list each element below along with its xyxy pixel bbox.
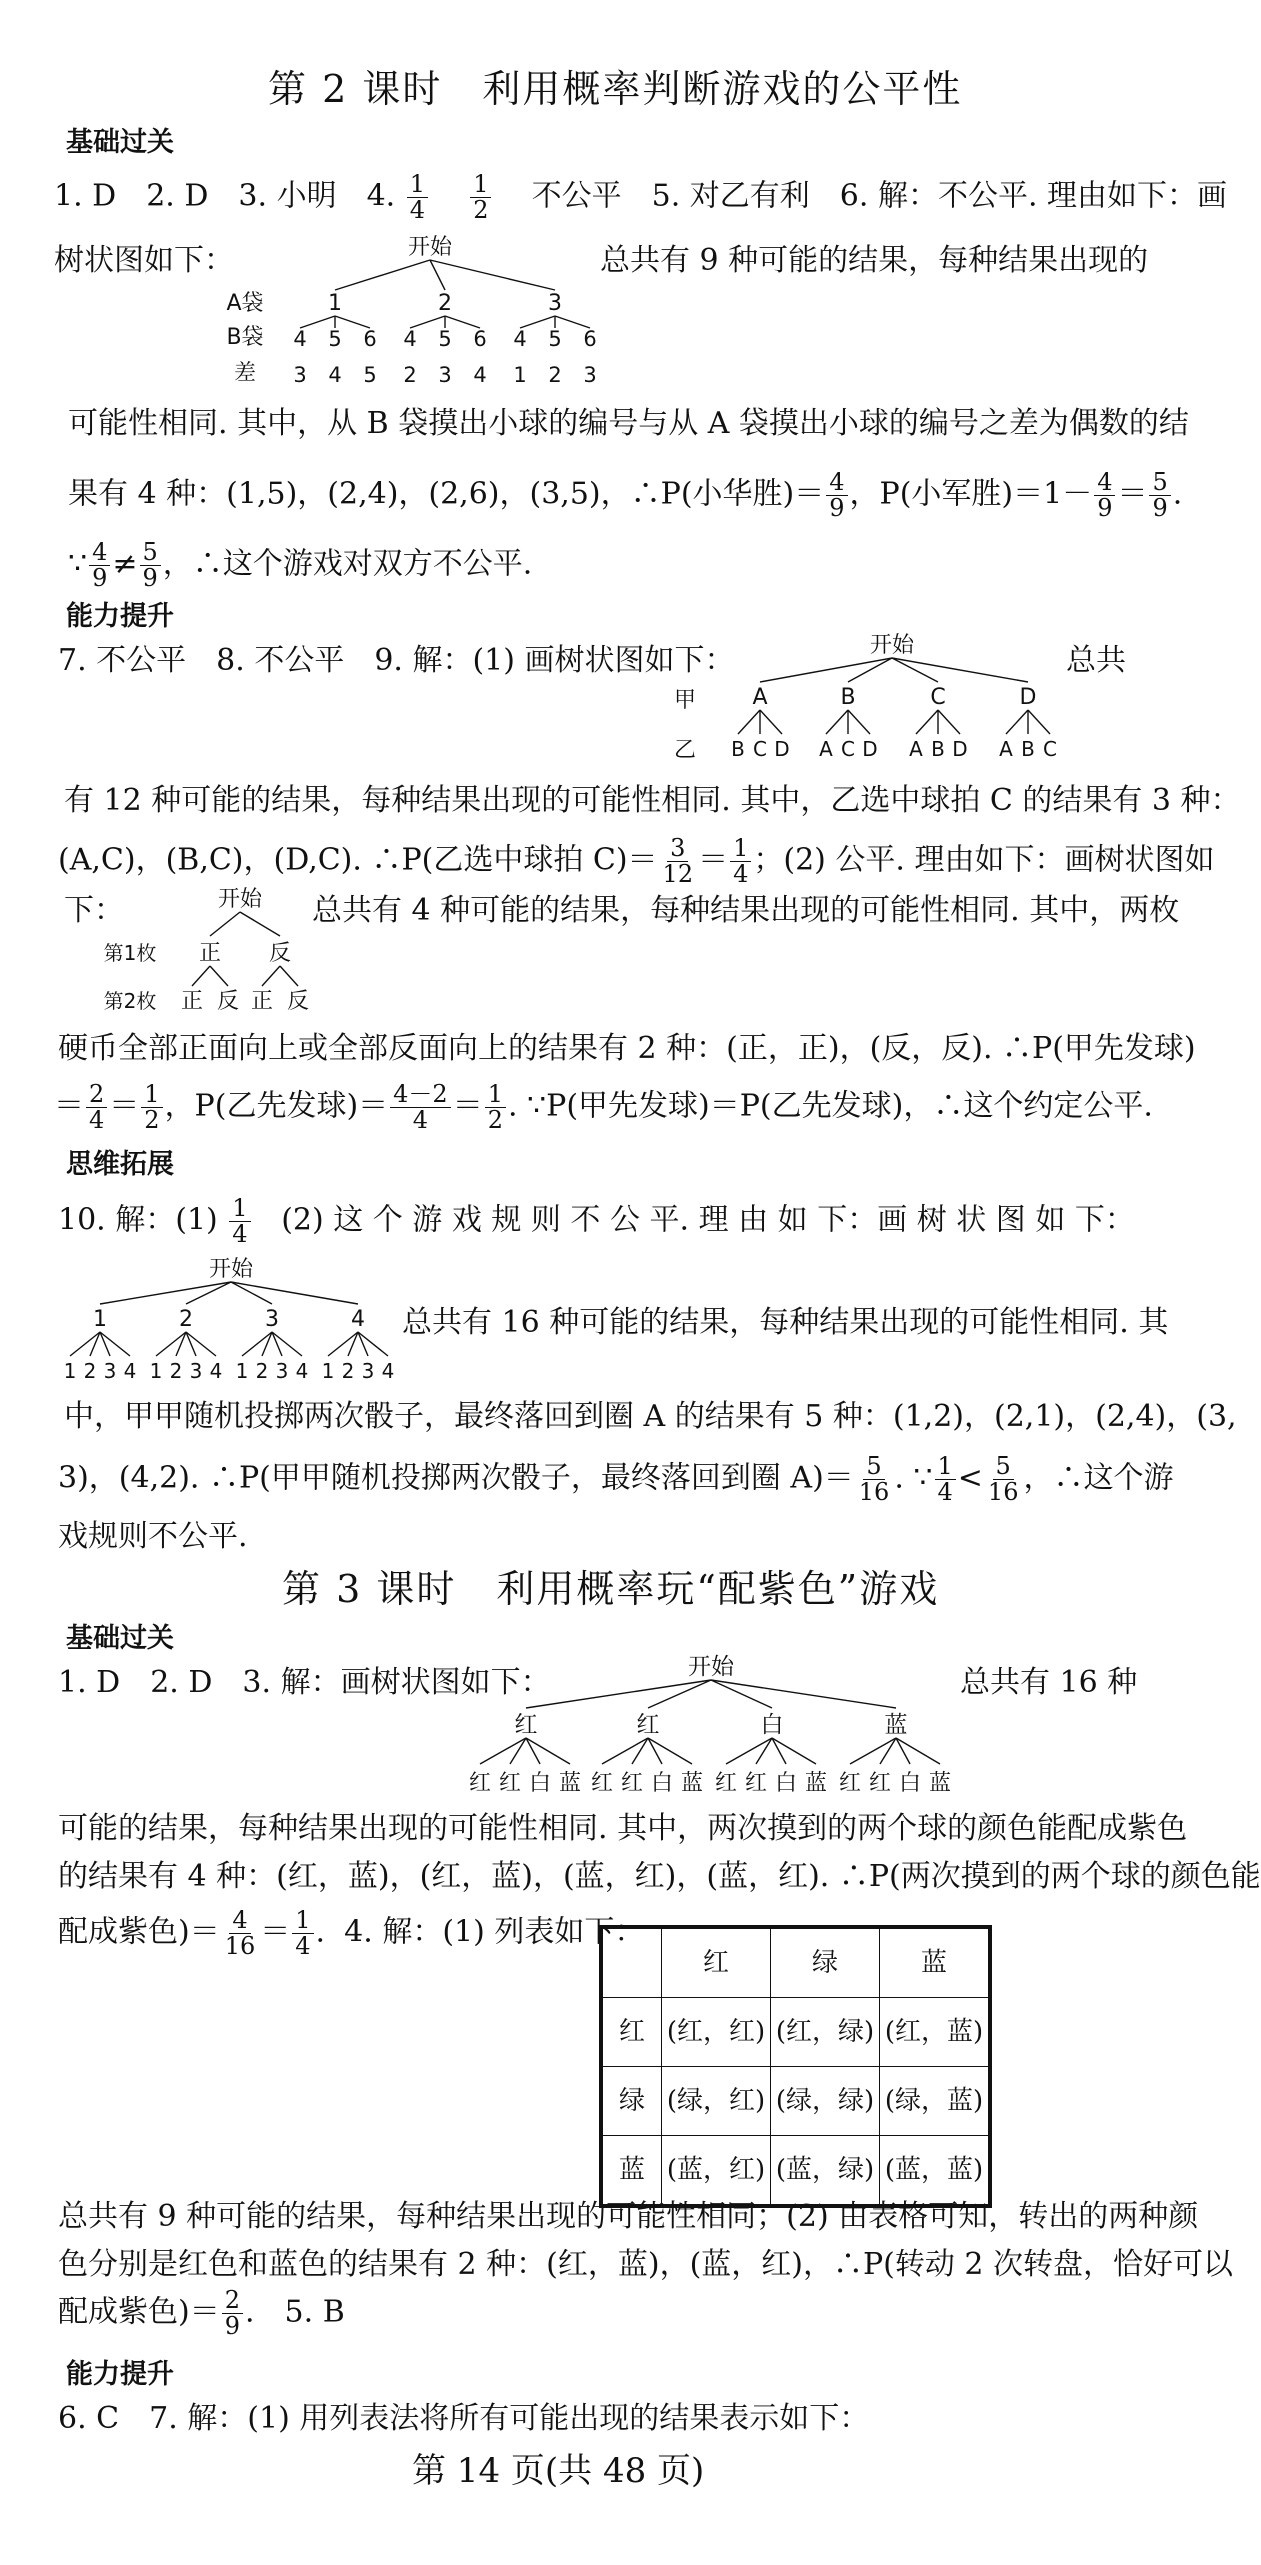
diff-value: 2 (403, 363, 417, 387)
tree-leaf: C (1043, 737, 1057, 761)
tree-diagram-bags (200, 232, 620, 402)
tree-leaf: 蓝 (558, 1771, 582, 1796)
tree-node: D (1019, 685, 1037, 710)
text-line: 下： (64, 893, 124, 928)
text-line: 可能性相同. 其中，从 B 袋摸出小球的编号与从 A 袋摸出小球的编号之差为偶数的结 (68, 406, 1189, 441)
tree-start: 开始 (208, 1257, 254, 1282)
table-cell: (红，蓝) (880, 1998, 989, 2067)
tree-start: 开始 (407, 235, 453, 260)
fraction-1-4: $\frac{1}{4}$ (407, 172, 428, 223)
tree-leaf: 1 (149, 1359, 163, 1383)
tree-leaf: 红 (620, 1771, 644, 1796)
tree-leaf: B (931, 737, 945, 761)
table-header-cell (603, 1929, 662, 1998)
tree-diagram-dice (56, 1254, 416, 1394)
tree-leaf: 反 (216, 989, 240, 1014)
table-header-cell: 蓝 (880, 1929, 989, 1998)
tree-leaf: A (819, 737, 833, 761)
diff-value: 5 (363, 363, 377, 387)
tree-node: 4 (351, 1307, 365, 1332)
diff-value: 1 (513, 363, 527, 387)
lesson2-title: 第 2 课时 利用概率判断游戏的公平性 (268, 67, 963, 111)
table-cell: (蓝，绿) (771, 2136, 880, 2205)
tree-leaf: A (909, 737, 923, 761)
table-row (603, 2136, 989, 2205)
tree-node: 正 (198, 941, 222, 966)
text-line: 1. D 2. D 3. 解：画树状图如下： (58, 1665, 551, 1700)
table-cell: (绿，绿) (771, 2067, 880, 2136)
tree-leaf: 白 (774, 1771, 798, 1796)
tree-diagram-coins (100, 884, 330, 1024)
row-label: 第2枚 (103, 989, 157, 1013)
tree-leaf: 正 (250, 989, 274, 1014)
tree-leaf: 3 (103, 1359, 117, 1383)
table-row (603, 1998, 989, 2067)
basic-heading-2: 基础过关 (66, 1623, 174, 1654)
tree-leaf: D (952, 737, 968, 761)
tree-leaf: 红 (468, 1771, 492, 1796)
diff-value: 4 (328, 363, 342, 387)
row-label: 甲 (673, 688, 697, 713)
table-row (603, 2067, 989, 2136)
tree-leaf: 蓝 (928, 1771, 952, 1796)
tree-leaf: 3 (361, 1359, 375, 1383)
tree-leaf: 5 (328, 327, 342, 351)
table-header-row (603, 1929, 989, 1998)
text-line: 配成紫色)＝ $\frac{4}{16}$ ＝ $\frac{1}{4}$ . 4. 解：(1) 列表如下： (58, 1906, 645, 1961)
text-line: 戏规则不公平. (58, 1519, 248, 1554)
tree-leaf: 红 (868, 1771, 892, 1796)
table-cell: (绿，蓝) (880, 2067, 989, 2136)
diff-value: 4 (473, 363, 487, 387)
tree-leaf: 6 (473, 327, 487, 351)
table-header-cell: 绿 (771, 1929, 880, 1998)
text-line: 总共有 16 种 (960, 1665, 1138, 1700)
tree-node: C (930, 685, 946, 710)
tree-start: 开始 (217, 887, 263, 912)
basic-heading-1: 基础过关 (66, 127, 174, 158)
table-row-header: 红 (603, 1998, 662, 2067)
tree-node: 2 (438, 291, 452, 316)
tree-leaf: C (753, 737, 767, 761)
row-label: 乙 (673, 738, 697, 763)
tree-leaf: 正 (180, 989, 204, 1014)
tree-diagram-rackets (660, 630, 1080, 770)
tree-node: B (840, 685, 856, 710)
table-header-cell: 红 (662, 1929, 771, 1998)
table-row-header: 绿 (603, 2067, 662, 2136)
tree-leaf: 1 (321, 1359, 335, 1383)
tree-leaf: 2 (83, 1359, 97, 1383)
tree-leaf: 6 (583, 327, 597, 351)
tree-leaf: 白 (528, 1771, 552, 1796)
tree-diagram-balls (456, 1650, 966, 1810)
tree-leaf: 白 (650, 1771, 674, 1796)
text-line: 总共 (1066, 643, 1126, 678)
tree-leaf: 蓝 (680, 1771, 704, 1796)
tree-leaf: 红 (590, 1771, 614, 1796)
diff-value: 3 (438, 363, 452, 387)
tree-leaf: A (999, 737, 1013, 761)
tree-node: 3 (548, 291, 562, 316)
table-row-header: 蓝 (603, 2136, 662, 2205)
text-line: 3)，(4,2). ∴P(甲甲随机投掷两次骰子，最终落回到圈 A)＝ $\frac{5}{16}$ . ∵ $\frac{1}{4}$ < $\frac{5}{16}$ ，∴这个游 (58, 1452, 1174, 1507)
text-line: 树状图如下： (54, 243, 234, 278)
tree-leaf: B (731, 737, 745, 761)
text-line: 可能的结果，每种结果出现的可能性相同. 其中，两次摸到的两个球的颜色能配成紫色 (58, 1811, 1188, 1846)
text-line: 7. 不公平 8. 不公平 9. 解：(1) 画树状图如下： (58, 643, 735, 678)
tree-node: 反 (268, 941, 292, 966)
text-line: 总共有 4 种可能的结果，每种结果出现的可能性相同. 其中，两枚 (312, 893, 1180, 928)
row-label: 第1枚 (103, 941, 157, 965)
table-cell: (红，红) (662, 1998, 771, 2067)
tree-node: A (752, 685, 768, 710)
table-cell: (蓝，蓝) (880, 2136, 989, 2205)
tree-leaf: 4 (295, 1359, 309, 1383)
tree-node: 1 (328, 291, 342, 316)
tree-leaf: 4 (403, 327, 417, 351)
page-footer: 第 14 页(共 48 页) (412, 2451, 705, 2491)
tree-leaf: 反 (286, 989, 310, 1014)
tree-leaf: 4 (381, 1359, 395, 1383)
tree-leaf: 1 (235, 1359, 249, 1383)
tree-leaf: 红 (714, 1771, 738, 1796)
text-line: (A,C)，(B,C)，(D,C). ∴P(乙选中球拍 C)＝ $\frac{3}{12}$ ＝ $\frac{1}{4}$ ；(2) 公平. 理由如下：画树状图如 (58, 834, 1215, 889)
ability-heading-2: 能力提升 (66, 2359, 174, 2390)
tree-leaf: 4 (293, 327, 307, 351)
tree-leaf: 3 (189, 1359, 203, 1383)
tree-leaf: 4 (123, 1359, 137, 1383)
text-line: 果有 4 种：(1,5)，(2,4)，(2,6)，(3,5)，∴P(小华胜)＝ $\frac{4}{9}$ ，P(小军胜)＝1－ $\frac{4}{9}$ ＝ $\frac{5}{9}$ . (68, 468, 1183, 523)
tree-node: 红 (636, 1712, 660, 1738)
tree-leaf: 蓝 (804, 1771, 828, 1796)
tree-leaf: D (862, 737, 878, 761)
diff-value: 3 (583, 363, 597, 387)
text-line: 10. 解：(1) $\frac{1}{4}$ (2) 这 个 游 戏 规 则 不 公 平. 理 由 如 下：画 树 状 图 如 下： (58, 1194, 1135, 1249)
row-label: 差 (233, 361, 257, 386)
text-line: ＝ $\frac{2}{4}$ ＝ $\frac{1}{2}$ ，P(乙先发球)＝ $\frac{4-2}{4}$ ＝ $\frac{1}{2}$ . ∵P(甲先发球)＝P(乙先发球)，∴这个约定公平. (54, 1080, 1153, 1135)
text-line: 色分别是红色和蓝色的结果有 2 种：(红，蓝)，(蓝，红)，∴P(转动 2 次转盘，恰好可以 (58, 2247, 1234, 2282)
color-pairs-table (602, 1928, 989, 2205)
tree-node: 白 (760, 1712, 784, 1738)
tree-leaf: 5 (438, 327, 452, 351)
ability-heading-1: 能力提升 (66, 601, 174, 632)
text-line: ∵ $\frac{4}{9}$ ≠ $\frac{5}{9}$ ，∴这个游戏对双方不公平. (68, 538, 533, 593)
tree-start: 开始 (869, 633, 915, 658)
tree-leaf: 3 (275, 1359, 289, 1383)
table-cell: (蓝，红) (662, 2136, 771, 2205)
fraction-1-2: $\frac{1}{2}$ (470, 172, 491, 223)
tree-leaf: 5 (548, 327, 562, 351)
table-cell: (绿，红) (662, 2067, 771, 2136)
tree-leaf: 6 (363, 327, 377, 351)
lesson3-title: 第 3 课时 利用概率玩“配紫色”游戏 (282, 1567, 940, 1611)
text-line: 硬币全部正面向上或全部反面向上的结果有 2 种：(正，正)，(反，反). ∴P(甲先发球) (58, 1031, 1196, 1066)
text-line: 的结果有 4 种：(红，蓝)，(红，蓝)，(蓝，红)，(蓝，红). ∴P(两次摸到的两个球的颜色能 (58, 1859, 1261, 1894)
tree-leaf: 4 (209, 1359, 223, 1383)
table-cell: (红，绿) (771, 1998, 880, 2067)
text-line: 总共有 9 种可能的结果，每种结果出现的可能性相同；(2) 由表格可知，转出的两种颜 (58, 2199, 1199, 2234)
tree-leaf: 红 (498, 1771, 522, 1796)
tree-leaf: 2 (255, 1359, 269, 1383)
tree-node: 2 (179, 1307, 193, 1332)
text-line: 6. C 7. 解：(1) 用列表法将所有可能出现的结果表示如下： (58, 2401, 870, 2436)
think-heading: 思维拓展 (66, 1149, 174, 1180)
answers-line-1: 1. D 2. D 3. 小明 4. $\frac{1}{4}$ $\frac{1}{2}$ 不公平 5. 对乙有利 6. 解：不公平. 理由如下：画 (54, 170, 1228, 225)
tree-leaf: 红 (838, 1771, 862, 1796)
tree-start: 开始 (688, 1654, 734, 1680)
text-line: 配成紫色)＝ $\frac{2}{9}$ . 5. B (58, 2286, 345, 2341)
tree-leaf: 白 (898, 1771, 922, 1796)
tree-leaf: 1 (63, 1359, 77, 1383)
tree-node: 1 (93, 1307, 107, 1332)
text-line: 中，甲甲随机投掷两次骰子，最终落回到圈 A 的结果有 5 种：(1,2)，(2,1)，(2,4)，(3, (64, 1399, 1237, 1434)
text-line: 总共有 9 种可能的结果，每种结果出现的 (600, 243, 1149, 278)
tree-leaf: D (774, 737, 790, 761)
tree-leaf: B (1021, 737, 1035, 761)
tree-node: 3 (265, 1307, 279, 1332)
tree-node: 蓝 (884, 1712, 908, 1738)
diff-value: 2 (548, 363, 562, 387)
tree-leaf: 红 (744, 1771, 768, 1796)
row-label: A袋 (226, 291, 264, 316)
row-label: B袋 (226, 325, 264, 350)
tree-leaf: 2 (341, 1359, 355, 1383)
tree-node: 红 (514, 1712, 538, 1738)
tree-leaf: 2 (169, 1359, 183, 1383)
text-line: 有 12 种可能的结果，每种结果出现的可能性相同. 其中，乙选中球拍 C 的结果有 3 种： (64, 783, 1241, 818)
text-line: 总共有 16 种可能的结果，每种结果出现的可能性相同. 其 (402, 1305, 1169, 1340)
tree-leaf: C (841, 737, 855, 761)
tree-leaf: 4 (513, 327, 527, 351)
diff-value: 3 (293, 363, 307, 387)
